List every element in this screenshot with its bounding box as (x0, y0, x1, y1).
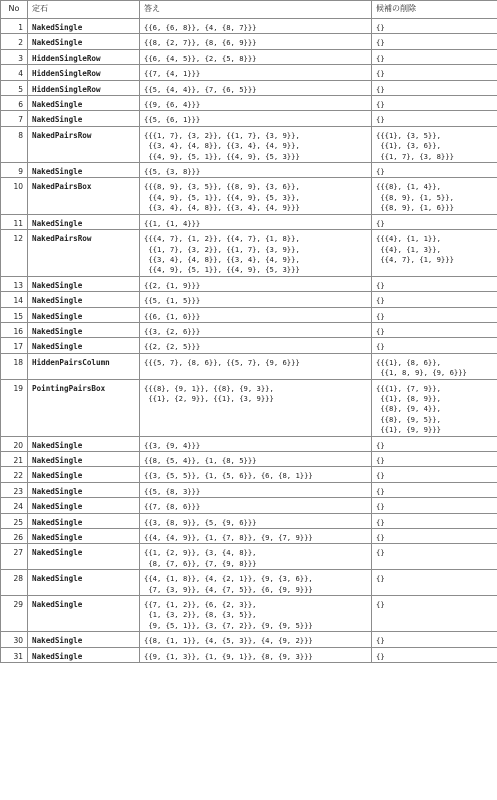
technique-name: NakedSingle (28, 163, 140, 178)
deletion-cell: {{{1}, {3, 5}}, {{1}, {3, 6}}, {{1, 7}, {3, 8}}} (372, 126, 497, 162)
technique-name: HiddenSingleRow (28, 65, 140, 80)
technique-name: NakedSingle (28, 34, 140, 49)
step-number: 25 (1, 513, 28, 528)
technique-name: NakedSingle (28, 307, 140, 322)
header-deletion: 候補の削除 (372, 1, 497, 19)
technique-name: NakedSingle (28, 544, 140, 570)
table-row (1, 34, 497, 49)
table-row (1, 214, 497, 229)
answer-cell: {{8, {2, 7}}, {8, {6, 9}}} (140, 34, 372, 49)
deletion-cell: {{{1}, {8, 6}}, {{1, 8, 9}, {9, 6}}} (372, 353, 497, 379)
technique-name: NakedSingle (28, 513, 140, 528)
technique-name: NakedSingle (28, 19, 140, 34)
table-row (1, 307, 497, 322)
table-row (1, 529, 497, 544)
step-number: 24 (1, 498, 28, 513)
deletion-cell: {} (372, 34, 497, 49)
answer-cell: {{9, {6, 4}}} (140, 96, 372, 111)
step-number: 31 (1, 647, 28, 662)
technique-name: NakedSingle (28, 632, 140, 647)
answer-cell: {{8, {5, 4}}, {1, {8, 5}}} (140, 452, 372, 467)
technique-name: NakedSingle (28, 276, 140, 291)
deletion-cell: {} (372, 163, 497, 178)
table-row (1, 163, 497, 178)
technique-name: PointingPairsBox (28, 379, 140, 436)
table-row (1, 49, 497, 64)
answer-cell: {{6, {6, 8}}, {4, {8, 7}}} (140, 19, 372, 34)
technique-name: NakedSingle (28, 322, 140, 337)
table-row (1, 322, 497, 337)
table-row (1, 498, 497, 513)
step-number: 4 (1, 65, 28, 80)
answer-cell: {{1, {2, 9}}, {3, {4, 8}}, {8, {7, 6}}, {7, {9, 8}}} (140, 544, 372, 570)
table-row (1, 513, 497, 528)
step-number: 27 (1, 544, 28, 570)
step-number: 5 (1, 80, 28, 95)
step-number: 12 (1, 230, 28, 277)
answer-cell: {{2, {1, 9}}} (140, 276, 372, 291)
table-row (1, 80, 497, 95)
answer-cell: {{8, {1, 1}}, {4, {5, 3}}, {4, {9, 2}}} (140, 632, 372, 647)
step-number: 10 (1, 178, 28, 214)
header-technique: 定石 (28, 1, 140, 19)
deletion-cell: {{{4}, {1, 1}}, {{4}, {1, 3}}, {{4, 7}, {1, 9}}} (372, 230, 497, 277)
technique-name: NakedSingle (28, 338, 140, 353)
answer-cell: {{9, {1, 3}}, {1, {9, 1}}, {8, {9, 3}}} (140, 647, 372, 662)
deletion-cell: {} (372, 276, 497, 291)
answer-cell: {{3, {9, 4}}} (140, 436, 372, 451)
deletion-cell: {} (372, 498, 497, 513)
deletion-cell: {{{1}, {7, 9}}, {{1}, {8, 9}}, {{8}, {9, 4}}, {{8}, {9, 5}}, {{1}, {9, 9}}} (372, 379, 497, 436)
step-number: 13 (1, 276, 28, 291)
technique-name: NakedSingle (28, 292, 140, 307)
answer-cell: {{6, {1, 6}}} (140, 307, 372, 322)
technique-name: NakedSingle (28, 498, 140, 513)
table-row (1, 96, 497, 111)
answer-cell: {{6, {4, 5}}, {2, {5, 8}}} (140, 49, 372, 64)
deletion-cell: {} (372, 647, 497, 662)
technique-name: NakedSingle (28, 214, 140, 229)
table-row (1, 65, 497, 80)
step-number: 28 (1, 570, 28, 596)
deletion-cell: {} (372, 467, 497, 482)
technique-name: NakedPairsRow (28, 126, 140, 162)
table-row (1, 178, 497, 214)
table-row (1, 230, 497, 277)
deletion-cell: {{{8}, {1, 4}}, {{8, 9}, {1, 5}}, {{8, 9}, {1, 6}}} (372, 178, 497, 214)
deletion-cell: {} (372, 96, 497, 111)
deletion-cell: {} (372, 452, 497, 467)
technique-name: NakedSingle (28, 111, 140, 126)
deletion-cell: {} (372, 596, 497, 632)
answer-cell: {{{8}, {9, 1}}, {{8}, {9, 3}}, {{1}, {2, 9}}, {{1}, {3, 9}}} (140, 379, 372, 436)
deletion-cell: {} (372, 111, 497, 126)
deletion-cell: {} (372, 632, 497, 647)
step-number: 20 (1, 436, 28, 451)
answer-cell: {{{5, 7}, {8, 6}}, {{5, 7}, {9, 6}}} (140, 353, 372, 379)
technique-name: HiddenSingleRow (28, 80, 140, 95)
answer-cell: {{5, {8, 3}}} (140, 482, 372, 497)
answer-cell: {{1, {1, 4}}} (140, 214, 372, 229)
technique-name: HiddenPairsColumn (28, 353, 140, 379)
technique-name: NakedSingle (28, 570, 140, 596)
step-number: 7 (1, 111, 28, 126)
table-row (1, 19, 497, 34)
step-number: 21 (1, 452, 28, 467)
table-row (1, 353, 497, 379)
header-no: No (1, 1, 28, 19)
answer-cell: {{5, {3, 8}}} (140, 163, 372, 178)
table-row (1, 338, 497, 353)
answer-cell: {{{4, 7}, {1, 2}}, {{4, 7}, {1, 8}}, {{1, 7}, {3, 2}}, {{1, 7}, {3, 9}}, {{3, 4}, {4, 8}}, {{3, 4}, {4, 9}}, {{4, 9}, {5, 1}}, {{4, 9}, {5, 3}}} (140, 230, 372, 277)
step-number: 29 (1, 596, 28, 632)
table-row (1, 482, 497, 497)
table-row (1, 292, 497, 307)
answer-cell: {{5, {1, 5}}} (140, 292, 372, 307)
answer-cell: {{7, {8, 6}}} (140, 498, 372, 513)
deletion-cell: {} (372, 570, 497, 596)
step-number: 15 (1, 307, 28, 322)
answer-cell: {{2, {2, 5}}} (140, 338, 372, 353)
deletion-cell: {} (372, 49, 497, 64)
step-number: 14 (1, 292, 28, 307)
deletion-cell: {} (372, 529, 497, 544)
answer-cell: {{{8, 9}, {3, 5}}, {{8, 9}, {3, 6}}, {{4, 9}, {5, 1}}, {{4, 9}, {5, 3}}, {{3, 4}, {4, 8}}, {{3, 4}, {4, 9}}} (140, 178, 372, 214)
header-row (1, 1, 497, 19)
step-number: 19 (1, 379, 28, 436)
header-answer: 答え (140, 1, 372, 19)
technique-name: NakedSingle (28, 452, 140, 467)
answer-cell: {{5, {6, 1}}} (140, 111, 372, 126)
step-number: 22 (1, 467, 28, 482)
table-row (1, 276, 497, 291)
technique-name: NakedSingle (28, 529, 140, 544)
deletion-cell: {} (372, 80, 497, 95)
technique-name: NakedSingle (28, 647, 140, 662)
step-number: 18 (1, 353, 28, 379)
deletion-cell: {} (372, 214, 497, 229)
table-row (1, 452, 497, 467)
deletion-cell: {} (372, 544, 497, 570)
table-row (1, 111, 497, 126)
technique-name: NakedSingle (28, 467, 140, 482)
deletion-cell: {} (372, 19, 497, 34)
answer-cell: {{3, {2, 6}}} (140, 322, 372, 337)
deletion-cell: {} (372, 65, 497, 80)
answer-cell: {{{1, 7}, {3, 2}}, {{1, 7}, {3, 9}}, {{3, 4}, {4, 8}}, {{3, 4}, {4, 9}}, {{4, 9}, {5, 1}}, {{4, 9}, {5, 3}}} (140, 126, 372, 162)
technique-name: HiddenSingleRow (28, 49, 140, 64)
step-number: 30 (1, 632, 28, 647)
technique-name: NakedPairsBox (28, 178, 140, 214)
step-number: 11 (1, 214, 28, 229)
answer-cell: {{3, {5, 5}}, {1, {5, 6}}, {6, {8, 1}}} (140, 467, 372, 482)
answer-cell: {{4, {4, 9}}, {1, {7, 8}}, {9, {7, 9}}} (140, 529, 372, 544)
technique-name: NakedSingle (28, 436, 140, 451)
deletion-cell: {} (372, 513, 497, 528)
answer-cell: {{5, {4, 4}}, {7, {6, 5}}} (140, 80, 372, 95)
table-row (1, 570, 497, 596)
step-number: 1 (1, 19, 28, 34)
step-number: 16 (1, 322, 28, 337)
step-number: 8 (1, 126, 28, 162)
table-row (1, 379, 497, 436)
deletion-cell: {} (372, 307, 497, 322)
technique-name: NakedSingle (28, 96, 140, 111)
answer-cell: {{7, {4, 1}}} (140, 65, 372, 80)
technique-name: NakedSingle (28, 596, 140, 632)
answer-cell: {{3, {8, 9}}, {5, {9, 6}}} (140, 513, 372, 528)
answer-cell: {{4, {1, 8}}, {4, {2, 1}}, {9, {3, 6}}, {7, {3, 9}}, {4, {7, 5}}, {6, {9, 9}}} (140, 570, 372, 596)
deletion-cell: {} (372, 482, 497, 497)
step-number: 3 (1, 49, 28, 64)
table-row (1, 436, 497, 451)
table-row (1, 126, 497, 162)
technique-name: NakedSingle (28, 482, 140, 497)
table-row (1, 544, 497, 570)
deletion-cell: {} (372, 436, 497, 451)
technique-name: NakedPairsRow (28, 230, 140, 277)
step-number: 2 (1, 34, 28, 49)
deletion-cell: {} (372, 322, 497, 337)
step-number: 6 (1, 96, 28, 111)
deletion-cell: {} (372, 292, 497, 307)
table-row (1, 647, 497, 662)
step-number: 23 (1, 482, 28, 497)
table-row (1, 596, 497, 632)
table-row (1, 467, 497, 482)
step-number: 17 (1, 338, 28, 353)
step-number: 9 (1, 163, 28, 178)
table-row (1, 632, 497, 647)
answer-cell: {{7, {1, 2}}, {6, {2, 3}}, {1, {3, 2}}, {8, {3, 5}}, {9, {5, 1}}, {3, {7, 2}}, {9, {9, 5}}} (140, 596, 372, 632)
deletion-cell: {} (372, 338, 497, 353)
step-number: 26 (1, 529, 28, 544)
